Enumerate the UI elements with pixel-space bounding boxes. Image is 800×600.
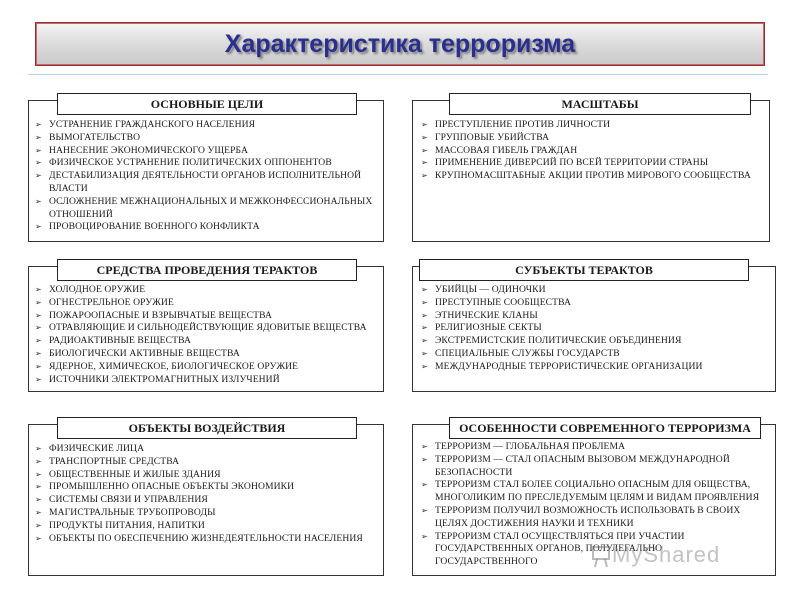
bullet-arrow-icon: ➢ bbox=[421, 348, 428, 358]
bullet-arrow-icon: ➢ bbox=[35, 495, 42, 505]
list-item-text: ПРЕСТУПЛЕНИЕ ПРОТИВ ЛИЧНОСТИ bbox=[435, 119, 611, 130]
bullet-arrow-icon: ➢ bbox=[35, 145, 42, 155]
list-item-text: ГРУППОВЫЕ УБИЙСТВА bbox=[435, 131, 550, 143]
list-item bbox=[421, 170, 765, 183]
list-item-text: ЭТНИЧЕСКИЕ КЛАНЫ bbox=[435, 309, 538, 321]
list-item-text: КРУПНОМАСШТАБНЫЕ АКЦИИ ПРОТИВ МИРОВОГО СООБЩЕСТВА bbox=[435, 170, 751, 182]
bullet-arrow-icon: ➢ bbox=[35, 336, 42, 346]
list-item-text: ОГНЕСТРЕЛЬНОЕ ОРУЖИЕ bbox=[49, 296, 174, 308]
list-item-text: ДЕСТАБИЛИЗАЦИЯ ДЕЯТЕЛЬНОСТИ ОРГАНОВ ИСПОЛНИТЕЛЬНОЙ ВЛАСТИ bbox=[49, 170, 362, 194]
list-item-text: ОБЩЕСТВЕННЫЕ И ЖИЛЫЕ ЗДАНИЯ bbox=[49, 468, 221, 480]
list-item-text: ТЕРРОРИЗМ — СТАЛ ОПАСНЫМ ВЫЗОВОМ МЕЖДУНАРОДНОЙ БЕЗОПАСНОСТИ bbox=[435, 453, 730, 478]
bullet-arrow-icon: ➢ bbox=[421, 323, 428, 333]
panel-scale-heading: МАСШТАБЫ bbox=[449, 93, 751, 115]
list-item-text: ТЕРРОРИЗМ ПОЛУЧИЛ ВОЗМОЖНОСТЬ ИСПОЛЬЗОВАТЬ В СВОИХ ЦЕЛЯХ ДОСТИЖЕНИЯ НАУКИ И ТЕХНИКИ bbox=[435, 504, 741, 529]
list-item-text: СИСТЕМЫ СВЯЗИ И УПРАВЛЕНИЯ bbox=[49, 494, 208, 506]
bullet-arrow-icon: ➢ bbox=[35, 507, 42, 517]
panel-goals bbox=[28, 97, 384, 242]
list-item-text: ОТРАВЛЯЮЩИЕ И СИЛЬНОДЕЙСТВУЮЩИЕ ЯДОВИТЫЕ ВЕЩЕСТВА bbox=[49, 322, 367, 334]
panel-objects-heading: ОБЪЕКТЫ ВОЗДЕЙСТВИЯ bbox=[57, 417, 357, 439]
bullet-arrow-icon: ➢ bbox=[35, 520, 42, 530]
list-item bbox=[35, 494, 379, 507]
list-item-text: ХОЛОДНОЕ ОРУЖИЕ bbox=[49, 284, 146, 295]
bullet-arrow-icon: ➢ bbox=[421, 120, 428, 129]
list-item-text: ИСТОЧНИКИ ЭЛЕКТРОМАГНИТНЫХ ИЗЛУЧЕНИЙ bbox=[49, 373, 280, 385]
bullet-arrow-icon: ➢ bbox=[421, 442, 428, 451]
list-item bbox=[421, 119, 765, 132]
list-item-text: ПРЕСТУПНЫЕ СООБЩЕСТВА bbox=[435, 296, 572, 308]
list-item-text: ТРАНСПОРТНЫЕ СРЕДСТВА bbox=[49, 455, 180, 467]
bullet-arrow-icon: ➢ bbox=[421, 158, 428, 168]
bullet-arrow-icon: ➢ bbox=[35, 444, 42, 453]
list-item bbox=[421, 157, 765, 170]
list-item-text: ПРИМЕНЕНИЕ ДИВЕРСИЙ ПО ВСЕЙ ТЕРРИТОРИИ СТРАНЫ bbox=[435, 157, 709, 169]
list-item bbox=[35, 469, 379, 482]
list-item bbox=[421, 479, 767, 505]
list-item bbox=[421, 441, 767, 454]
bullet-arrow-icon: ➢ bbox=[35, 171, 42, 181]
list-item-text: ОБЪЕКТЫ ПО ОБЕСПЕЧЕНИЮ ЖИЗНЕДЕЯТЕЛЬНОСТИ НАСЕЛЕНИЯ bbox=[49, 532, 363, 544]
list-item bbox=[35, 132, 379, 145]
list-item-text: ПРОВОЦИРОВАНИЕ ВОЕННОГО КОНФЛИКТА bbox=[49, 221, 260, 233]
bullet-arrow-icon: ➢ bbox=[421, 285, 428, 294]
list-item bbox=[35, 284, 379, 297]
bullet-arrow-icon: ➢ bbox=[35, 310, 42, 320]
bullet-arrow-icon: ➢ bbox=[421, 480, 428, 490]
panel-subjects bbox=[412, 263, 776, 392]
list-item bbox=[421, 348, 771, 361]
bullet-arrow-icon: ➢ bbox=[421, 171, 428, 181]
list-item-text: ТЕРРОРИЗМ — ГЛОБАЛЬНАЯ ПРОБЛЕМА bbox=[435, 441, 626, 452]
bullet-arrow-icon: ➢ bbox=[35, 482, 42, 492]
list-item bbox=[421, 335, 771, 348]
list-item-text: ЭКСТРЕМИСТСКИЕ ПОЛИТИЧЕСКИЕ ОБЪЕДИНЕНИЯ bbox=[435, 335, 682, 347]
bullet-arrow-icon: ➢ bbox=[421, 297, 428, 307]
panel-means bbox=[28, 263, 384, 392]
slide-title-bar bbox=[35, 22, 765, 66]
list-item-text: ТЕРРОРИЗМ СТАЛ БОЛЕЕ СОЦИАЛЬНО ОПАСНЫМ ДЛЯ ОБЩЕСТВА, МНОГОЛИКИМ ПО ПРЕСЛЕДУЕМЫМ ЦЕЛЯМ И ВИДАМ ПРОЯВЛЕНИЯ bbox=[435, 479, 760, 504]
list-item bbox=[421, 284, 771, 297]
list-item bbox=[35, 361, 379, 374]
list-item-text: ЯДЕРНОЕ, ХИМИЧЕСКОЕ, БИОЛОГИЧЕСКОЕ ОРУЖИЕ bbox=[49, 360, 299, 372]
list-item bbox=[35, 335, 379, 348]
list-item bbox=[35, 443, 379, 456]
list-item bbox=[35, 507, 379, 520]
list-item bbox=[35, 456, 379, 469]
list-item-text: ОСЛОЖНЕНИЕ МЕЖНАЦИОНАЛЬНЫХ И МЕЖКОНФЕССИОНАЛЬНЫХ ОТНОШЕНИЙ bbox=[49, 195, 373, 220]
list-item-text: УСТРАНЕНИЕ ГРАЖДАНСКОГО НАСЕЛЕНИЯ bbox=[49, 119, 256, 130]
list-item bbox=[421, 310, 771, 323]
watermark-logo-icon bbox=[592, 546, 610, 568]
bullet-arrow-icon: ➢ bbox=[35, 348, 42, 358]
list-item bbox=[35, 297, 379, 310]
list-item bbox=[35, 196, 379, 222]
bullet-arrow-icon: ➢ bbox=[421, 310, 428, 320]
panel-scale-list bbox=[421, 119, 765, 183]
list-item-text: ПРОДУКТЫ ПИТАНИЯ, НАПИТКИ bbox=[49, 519, 205, 531]
list-item-text: МАГИСТРАЛЬНЫЕ ТРУБОПРОВОДЫ bbox=[49, 506, 216, 518]
list-item-text: МЕЖДУНАРОДНЫЕ ТЕРРОРИСТИЧЕСКИЕ ОРГАНИЗАЦИИ bbox=[435, 360, 703, 372]
list-item bbox=[35, 119, 379, 132]
list-item-text: РЕЛИГИОЗНЫЕ СЕКТЫ bbox=[435, 322, 542, 334]
panel-subjects-list bbox=[421, 284, 771, 374]
list-item-text: ПРОМЫШЛЕННО ОПАСНЫЕ ОБЪЕКТЫ ЭКОНОМИКИ bbox=[49, 481, 295, 493]
bullet-arrow-icon: ➢ bbox=[421, 454, 428, 464]
list-item-text: УБИЙЦЫ — ОДИНОЧКИ bbox=[435, 284, 546, 295]
panel-objects-list bbox=[35, 443, 379, 545]
list-item bbox=[421, 145, 765, 158]
bullet-arrow-icon: ➢ bbox=[35, 297, 42, 307]
panel-subjects-heading: СУБЪЕКТЫ ТЕРАКТОВ bbox=[419, 259, 749, 281]
panel-goals-list bbox=[35, 119, 379, 234]
bullet-arrow-icon: ➢ bbox=[421, 361, 428, 371]
list-item-text: БИОЛОГИЧЕСКИ АКТИВНЫЕ ВЕЩЕСТВА bbox=[49, 347, 240, 359]
bullet-arrow-icon: ➢ bbox=[35, 323, 42, 333]
panel-means-heading: СРЕДСТВА ПРОВЕДЕНИЯ ТЕРАКТОВ bbox=[57, 259, 357, 281]
bullet-arrow-icon: ➢ bbox=[421, 132, 428, 142]
list-item bbox=[421, 361, 771, 374]
bullet-arrow-icon: ➢ bbox=[35, 196, 42, 206]
list-item bbox=[35, 481, 379, 494]
bullet-arrow-icon: ➢ bbox=[421, 531, 428, 541]
list-item-text: РАДИОАКТИВНЫЕ ВЕЩЕСТВА bbox=[49, 335, 192, 347]
list-item-text: ФИЗИЧЕСКОЕ УСТРАНЕНИЕ ПОЛИТИЧЕСКИХ ОППОНЕНТОВ bbox=[49, 157, 332, 169]
bullet-arrow-icon: ➢ bbox=[35, 222, 42, 232]
bullet-arrow-icon: ➢ bbox=[35, 533, 42, 543]
bullet-arrow-icon: ➢ bbox=[35, 456, 42, 466]
list-item bbox=[35, 533, 379, 546]
list-item bbox=[35, 374, 379, 387]
list-item-text: ФИЗИЧЕСКИЕ ЛИЦА bbox=[49, 443, 145, 454]
list-item bbox=[35, 170, 379, 196]
list-item bbox=[35, 348, 379, 361]
list-item-text: ВЫМОГАТЕЛЬСТВО bbox=[49, 131, 141, 143]
bullet-arrow-icon: ➢ bbox=[421, 145, 428, 155]
panel-means-list bbox=[35, 284, 379, 386]
list-item bbox=[35, 221, 379, 234]
panel-features-heading: ОСОБЕННОСТИ СОВРЕМЕННОГО ТЕРРОРИЗМА bbox=[449, 417, 761, 439]
bullet-arrow-icon: ➢ bbox=[35, 120, 42, 129]
list-item-text: МАССОВАЯ ГИБЕЛЬ ГРАЖДАН bbox=[435, 144, 578, 156]
list-item bbox=[421, 505, 767, 531]
list-item-text: НАНЕСЕНИЕ ЭКОНОМИЧЕСКОГО УЩЕРБА bbox=[49, 144, 249, 156]
list-item bbox=[421, 454, 767, 480]
list-item bbox=[35, 322, 379, 335]
bullet-arrow-icon: ➢ bbox=[35, 158, 42, 168]
panel-objects bbox=[28, 421, 384, 576]
bullet-arrow-icon: ➢ bbox=[35, 285, 42, 294]
panel-scale bbox=[412, 97, 770, 242]
list-item-text: ТЕРРОРИЗМ СТАЛ ОСУЩЕСТВЛЯТЬСЯ ПРИ УЧАСТИИ ГОСУДАРСТВЕННЫХ ОРГАНОВ, ПОЛУЛЕГАЛЬНО ГОСУДАРСТВЕННОГО bbox=[435, 530, 685, 568]
list-item-text: СПЕЦИАЛЬНЫЕ СЛУЖБЫ ГОСУДАРСТВ bbox=[435, 347, 620, 359]
panel-goals-heading: ОСНОВНЫЕ ЦЕЛИ bbox=[57, 93, 357, 115]
list-item bbox=[35, 157, 379, 170]
bullet-arrow-icon: ➢ bbox=[421, 505, 428, 515]
slide-title: Характеристика терроризма bbox=[224, 29, 576, 58]
list-item-text: ПОЖАРООПАСНЫЕ И ВЗРЫВЧАТЫЕ ВЕЩЕСТВА bbox=[49, 309, 273, 321]
list-item bbox=[421, 297, 771, 310]
list-item bbox=[35, 145, 379, 158]
bullet-arrow-icon: ➢ bbox=[35, 469, 42, 479]
bullet-arrow-icon: ➢ bbox=[35, 132, 42, 142]
list-item bbox=[35, 520, 379, 533]
list-item bbox=[421, 322, 771, 335]
bullet-arrow-icon: ➢ bbox=[35, 361, 42, 371]
list-item bbox=[421, 132, 765, 145]
list-item bbox=[35, 310, 379, 323]
bullet-arrow-icon: ➢ bbox=[421, 336, 428, 346]
bullet-arrow-icon: ➢ bbox=[35, 374, 42, 384]
watermark-text: MyShared bbox=[612, 542, 721, 567]
